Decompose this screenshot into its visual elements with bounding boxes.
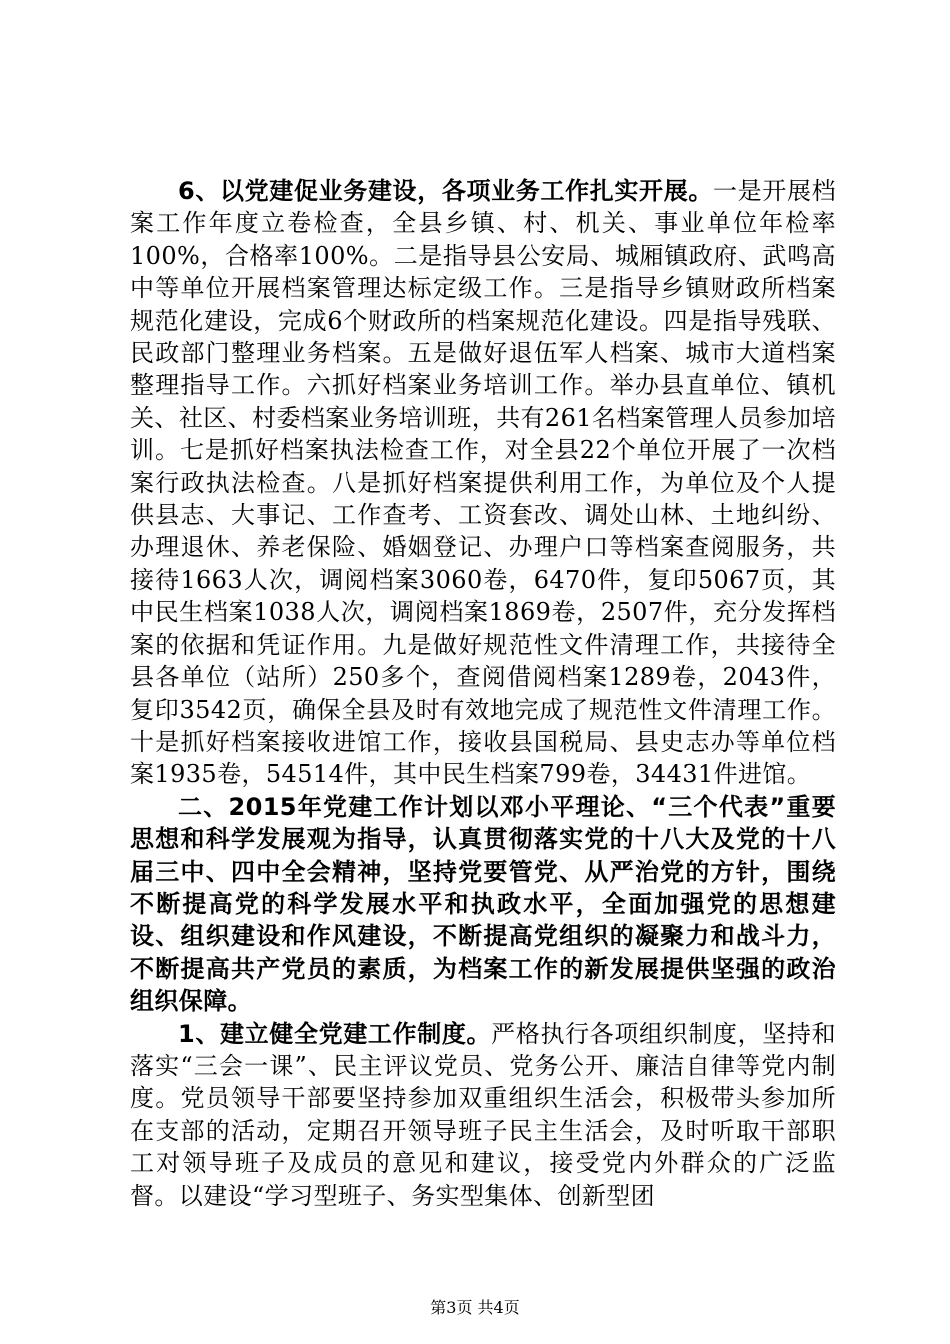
paragraph-heading: 6、以党建促业务建设，各项业务工作扎实开展。 [178,177,713,205]
paragraph-text: 严格执行各项组织制度，坚持和落实“三会一课”、民主评议党员、党务公开、廉洁自律等党内制度。党员领导干部要坚持参加双重组织生活会，积极带头参加所在支部的活动，定期召开领导班子民主生活会，及时听取干部职工对领导班子及成员的意见和建议，接受党内外群众的广泛监督。以建设“学习型班子、务实型集体、创新型团 [130,1019,836,1210]
paragraph-party-system [130,1018,836,1212]
page-number: 第3页 共4页 [430,1298,520,1317]
paragraph-2015-plan: 二、2015年党建工作计划以邓小平理论、“三个代表”重要思想和科学发展观为指导，认真贯彻落实党的十八大及党的十八届三中、四中全会精神，坚持党要管党、从严治党的方针，围绕不断提高党的科学发展水平和执政水平，全面加强党的思想建设、组织建设和作风建设，不断提高党组织的凝聚力和战斗力，不断提高共产党员的素质，为档案工作的新发展提供坚强的政治组织保障。 [130,792,836,1016]
paragraph-text: 一是开展档案工作年度立卷检查，全县乡镇、村、机关、事业单位年检率100%，合格率100%。二是指导县公安局、城厢镇政府、武鸣高中等单位开展档案管理达标定级工作。三是指导乡镇财政所档案规范化建设，完成6个财政所的档案规范化建设。四是指导残联、民政部门整理业务档案。五是做好退伍军人档案、城市大道档案整理指导工作。六抓好档案业务培训工作。举办县直单位、镇机关、社区、村委档案业务培训班，共有261名档案管理人员参加培训。七是抓好档案执法检查工作，对全县22个单位开展了一次档案行政执法检查。八是抓好档案提供利用工作，为单位及个人提供县志、大事记、工作查考、工资套改、调处山林、土地纠纷、办理退休、养老保险、婚姻登记、办理户口等档案查阅服务，共接待1663人次，调阅档案3060卷，6470件，复印5067页，其中民生档案1038人次，调阅档案1869卷，2507件，充分发挥档案的依据和凭证作用。九是做好规范性文件清理工作，共接待全县各单位（站所）250多个，查阅借阅档案1289卷，2043件，复印3542页，确保全县及时有效地完成了规范性文件清理工作。十是抓好档案接收进馆工作，接收县国税局、县史志办等单位档案1935卷，54514件，其中民生档案799卷，34431件进馆。 [130,177,836,789]
document-body [130,175,836,1212]
paragraph-business-work [130,175,836,791]
paragraph-heading: 1、建立健全党建工作制度。 [178,1019,492,1048]
